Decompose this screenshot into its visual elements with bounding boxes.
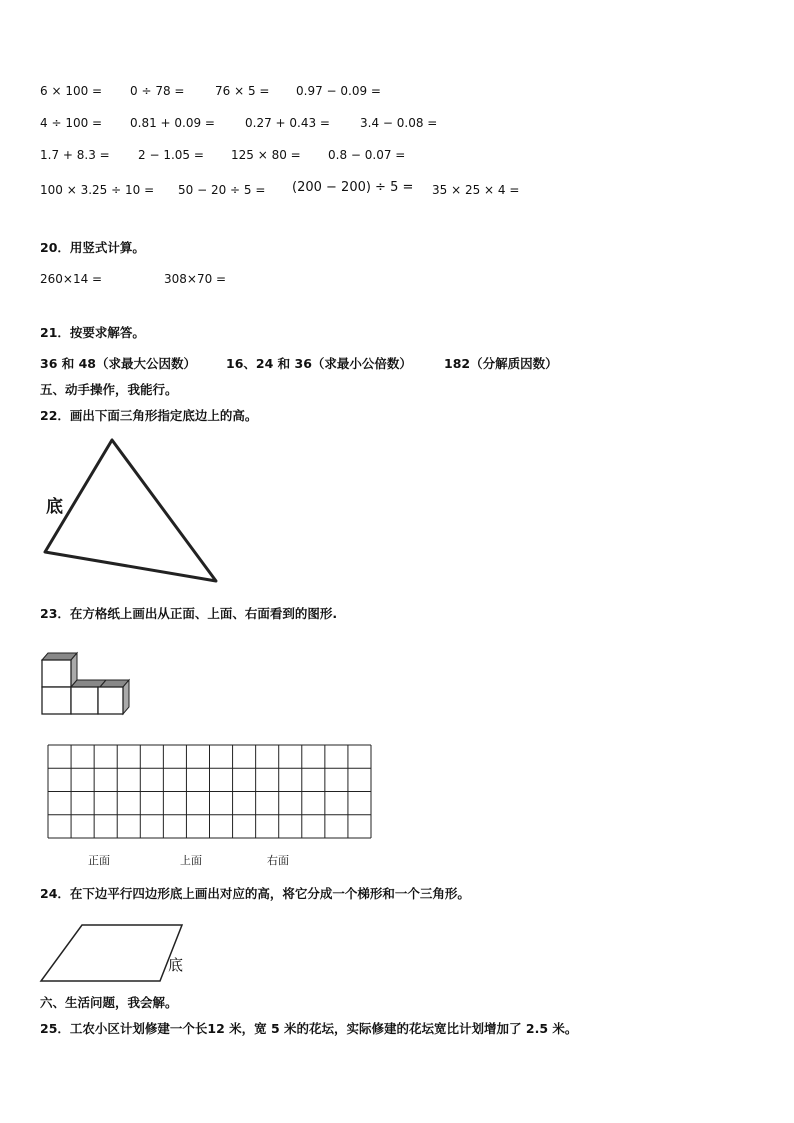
calc-2-2: 0.81 + 0.09 = bbox=[130, 116, 215, 130]
calc-1-4: 0.97 − 0.09 = bbox=[296, 84, 381, 98]
parallelogram-shape bbox=[41, 925, 182, 981]
calc-3-3: 125 × 80 = bbox=[231, 148, 301, 162]
q20-title: 20．用竖式计算。 bbox=[40, 240, 145, 255]
q21-item-1: 36 和 48（求最大公因数） bbox=[40, 356, 196, 371]
calc-2-3: 0.27 + 0.43 = bbox=[245, 116, 330, 130]
calc-4-3: (200 − 200) ÷ 5 = bbox=[292, 180, 414, 195]
section5-title: 五、动手操作，我能行。 bbox=[40, 382, 178, 397]
parallelogram-base-label: 底 bbox=[168, 956, 184, 974]
q21-title: 21．按要求解答。 bbox=[40, 325, 145, 340]
calc-4-1: 100 × 3.25 ÷ 10 = bbox=[40, 183, 155, 197]
section6-title: 六、生活问题，我会解。 bbox=[40, 995, 178, 1010]
grid-label-top: 上面 bbox=[180, 854, 202, 867]
q20-item-1: 260×14 = bbox=[40, 272, 103, 286]
calc-4-4: 35 × 25 × 4 = bbox=[432, 183, 520, 197]
calc-2-4: 3.4 − 0.08 = bbox=[360, 116, 438, 130]
calc-2-1: 4 ÷ 100 = bbox=[40, 116, 103, 130]
grid-label-right: 右面 bbox=[267, 854, 289, 867]
calc-1-3: 76 × 5 = bbox=[215, 84, 270, 98]
q21-item-2: 16、24 和 36（求最小公倍数） bbox=[226, 356, 412, 371]
calc-3-1: 1.7 + 8.3 = bbox=[40, 148, 110, 162]
calc-3-4: 0.8 − 0.07 = bbox=[328, 148, 406, 162]
q21-item-3: 182（分解质因数） bbox=[444, 356, 558, 371]
q25-title: 25．工农小区计划修建一个长12 米，宽 5 米的花坛，实际修建的花坛宽比计划增加了 2.5 米。 bbox=[40, 1021, 578, 1036]
calc-4-2: 50 − 20 ÷ 5 = bbox=[178, 183, 266, 197]
q22-title: 22．画出下面三角形指定底边上的高。 bbox=[40, 408, 258, 423]
triangle-base-label: 底 bbox=[46, 497, 63, 517]
calc-1-2: 0 ÷ 78 = bbox=[130, 84, 185, 98]
calc-3-2: 2 − 1.05 = bbox=[138, 148, 204, 162]
q20-item-2: 308×70 = bbox=[164, 272, 227, 286]
q24-title: 24．在下边平行四边形底上画出对应的高，将它分成一个梯形和一个三角形。 bbox=[40, 886, 470, 901]
grid-label-front: 正面 bbox=[88, 854, 110, 867]
calc-1-1: 6 × 100 = bbox=[40, 84, 103, 98]
q23-title: 23．在方格纸上画出从正面、上面、右面看到的图形. bbox=[40, 606, 338, 621]
